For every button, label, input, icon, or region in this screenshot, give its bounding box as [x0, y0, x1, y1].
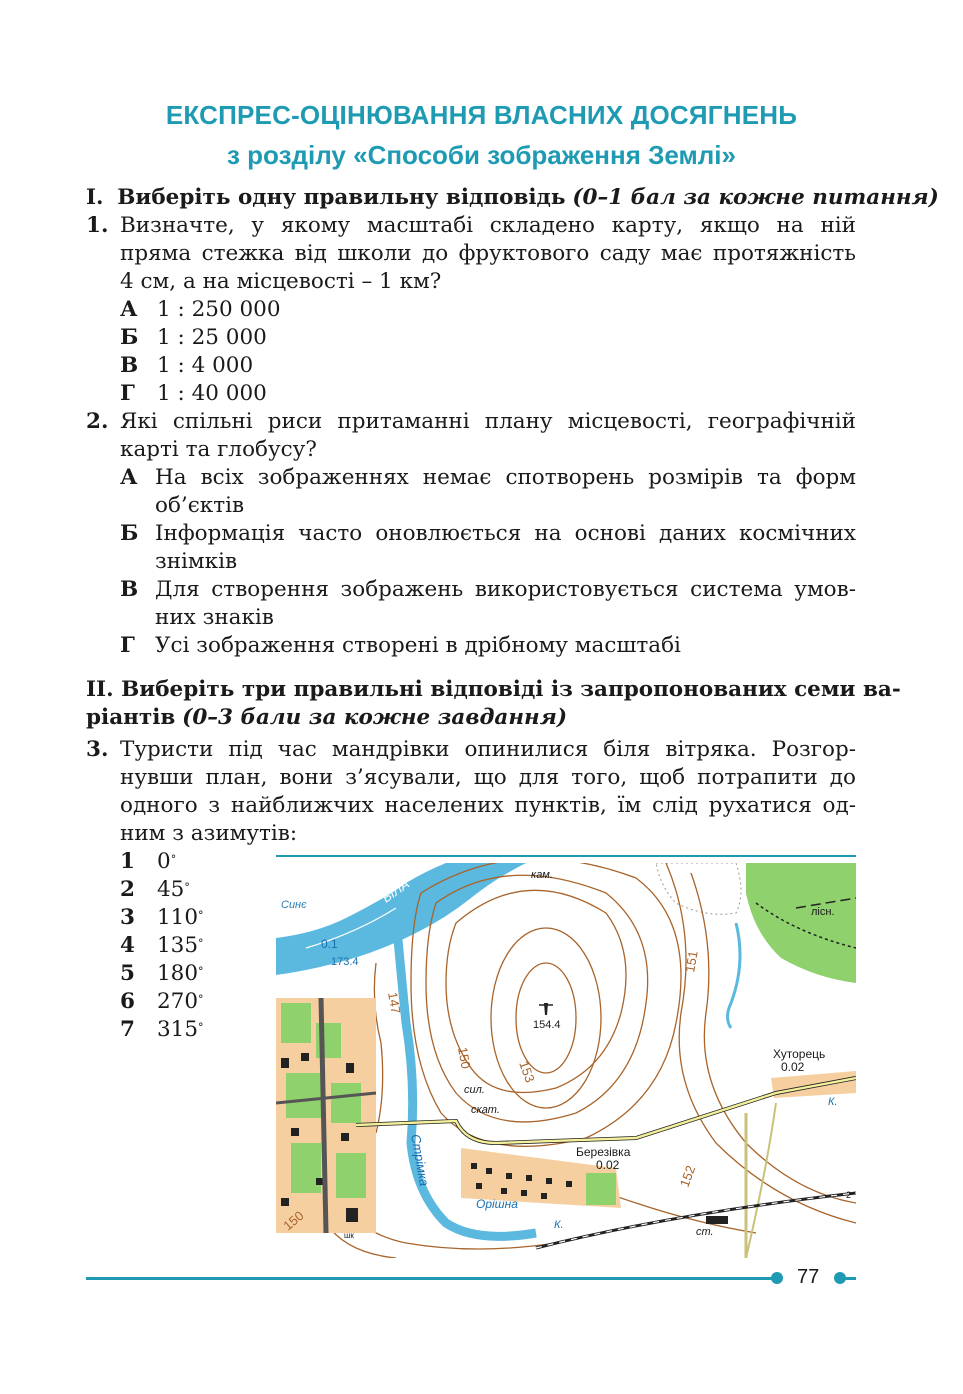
q3-line-3: одного з найближчих населених пунктів, їм слід рухатися од-: [120, 793, 856, 818]
svg-text:0.02: 0.02: [781, 1060, 805, 1074]
q3-option-7-num: 7: [120, 1017, 135, 1042]
svg-text:152: 152: [676, 1163, 699, 1190]
q3-option-1-num: 1: [120, 849, 135, 874]
svg-text:150: 150: [280, 1207, 307, 1234]
section-2-text: ріантів: [86, 705, 176, 730]
q3-option-5-value: 180°: [157, 961, 204, 986]
q1-option-a-letter: А: [120, 297, 138, 322]
q3-option-1-value: 0°: [157, 849, 177, 874]
svg-text:ст.: ст.: [696, 1226, 714, 1238]
section-2-heading-line-1: II. Виберіть три правильні відповіді із запропонованих семи ва-: [86, 677, 901, 702]
q3-option-4-value: 135°: [157, 933, 204, 958]
svg-text:кам.: кам.: [531, 869, 553, 881]
svg-text:сил.: сил.: [464, 1084, 485, 1096]
svg-text:К.: К.: [554, 1219, 564, 1231]
svg-text:154.4: 154.4: [533, 1019, 561, 1031]
section-2-heading-line-2: [86, 704, 567, 732]
q3-option-6-num: 6: [120, 989, 135, 1014]
q3-option-5-num: 5: [120, 961, 135, 986]
svg-text:Синє: Синє: [281, 899, 307, 911]
q2-option-a-letter: А: [120, 465, 138, 490]
q2-option-b-letter: Б: [120, 521, 139, 546]
q2-option-a-line-2: об’єктів: [155, 493, 245, 518]
q2-option-b-line-2: знімків: [155, 549, 238, 574]
svg-text:лісн.: лісн.: [811, 906, 835, 918]
q1-line-3: 4 см, а на місцевості – 1 км?: [120, 269, 442, 294]
page-title: ЕКСПРЕС-ОЦІНЮВАННЯ ВЛАСНИХ ДОСЯГНЕНЬ: [165, 100, 798, 130]
q2-line-1: Які спільні риси притаманні плану місцевості, географічній: [120, 409, 856, 434]
svg-text:Хуторець: Хуторець: [773, 1047, 826, 1061]
q3-option-2-value: 45°: [157, 877, 190, 902]
q3-option-3-value: 110°: [157, 905, 204, 930]
topographic-map: [276, 863, 856, 1258]
q3-option-7-value: 315°: [157, 1017, 204, 1042]
svg-text:2: 2: [846, 1190, 852, 1200]
svg-text:173.4: 173.4: [331, 956, 359, 968]
q1-line-1: Визначте, у якому масштабі складено карту, якщо на ній: [120, 213, 856, 238]
q3-option-3-num: 3: [120, 905, 135, 930]
q3-number: 3.: [86, 737, 109, 762]
svg-text:151: 151: [682, 949, 701, 974]
q1-line-2: пряма стежка від школи до фруктового саду має протяжність: [120, 241, 856, 266]
q3-line-1: Туристи під час мандрівки опинилися біля вітряка. Розгор-: [120, 737, 856, 762]
svg-text:147: 147: [385, 990, 404, 1015]
q2-option-a-line-1: На всіх зображеннях немає спотворень розмірів та форм: [155, 465, 856, 490]
page-dot-left: [771, 1272, 783, 1284]
svg-text:БІЛА: БІЛА: [379, 876, 413, 906]
map-top-rule: [276, 855, 856, 857]
svg-text:Березівка: Березівка: [576, 1145, 631, 1159]
svg-text:0.1: 0.1: [321, 937, 338, 951]
q3-option-6-value: 270°: [157, 989, 204, 1014]
section-1-numeral: I.: [86, 185, 104, 210]
svg-text:153: 153: [516, 1058, 538, 1085]
q2-option-c-letter: В: [120, 577, 139, 602]
section-1-text: Виберіть одну правильну відповідь: [117, 185, 566, 210]
q2-option-c-line-1: Для створення зображень використовується система умов-: [155, 577, 856, 602]
q3-line-4: ним з азимутів:: [120, 821, 298, 846]
q1-number: 1.: [86, 213, 109, 238]
q3-option-4-num: 4: [120, 933, 135, 958]
q3-option-2-num: 2: [120, 877, 135, 902]
section-1-heading: [86, 184, 939, 212]
q1-option-c-text: 1 : 4 000: [157, 353, 254, 378]
q1-option-c-letter: В: [120, 353, 139, 378]
q2-option-b-line-1: Інформація часто оновлюється на основі даних космічних: [155, 521, 856, 546]
q2-option-d-letter: Г: [120, 633, 135, 658]
svg-text:150: 150: [455, 1045, 474, 1070]
bottom-rule-right: [844, 1277, 856, 1280]
bottom-rule-left: [86, 1277, 776, 1280]
q1-option-b-letter: Б: [120, 325, 139, 350]
section-1-note: (0–1 бал за кожне питання): [572, 185, 939, 210]
page-number: 77: [797, 1266, 820, 1288]
q2-option-d-line-1: Усі зображення створені в дрібному масштабі: [155, 633, 681, 658]
svg-text:Стрімка: Стрімка: [408, 1132, 432, 1188]
svg-text:Орішна: Орішна: [476, 1197, 518, 1211]
q2-number: 2.: [86, 409, 109, 434]
q3-line-2: нувши план, вони з’ясували, що для того, щоб потрапити до: [120, 765, 856, 790]
svg-text:шк: шк: [344, 1231, 354, 1240]
q1-option-d-text: 1 : 40 000: [157, 381, 267, 406]
page-subtitle: з розділу «Способи зображення Землі»: [227, 140, 736, 170]
section-2-note: (0–3 бали за кожне завдання): [182, 705, 567, 730]
q1-option-b-text: 1 : 25 000: [157, 325, 267, 350]
svg-text:К.: К.: [828, 1096, 838, 1108]
svg-text:0.02: 0.02: [596, 1158, 620, 1172]
q1-option-d-letter: Г: [120, 381, 135, 406]
q1-option-a-text: 1 : 250 000: [157, 297, 281, 322]
q2-option-c-line-2: них знаків: [155, 605, 274, 630]
q2-line-2: карті та глобусу?: [120, 437, 317, 462]
svg-text:скат.: скат.: [471, 1104, 500, 1116]
